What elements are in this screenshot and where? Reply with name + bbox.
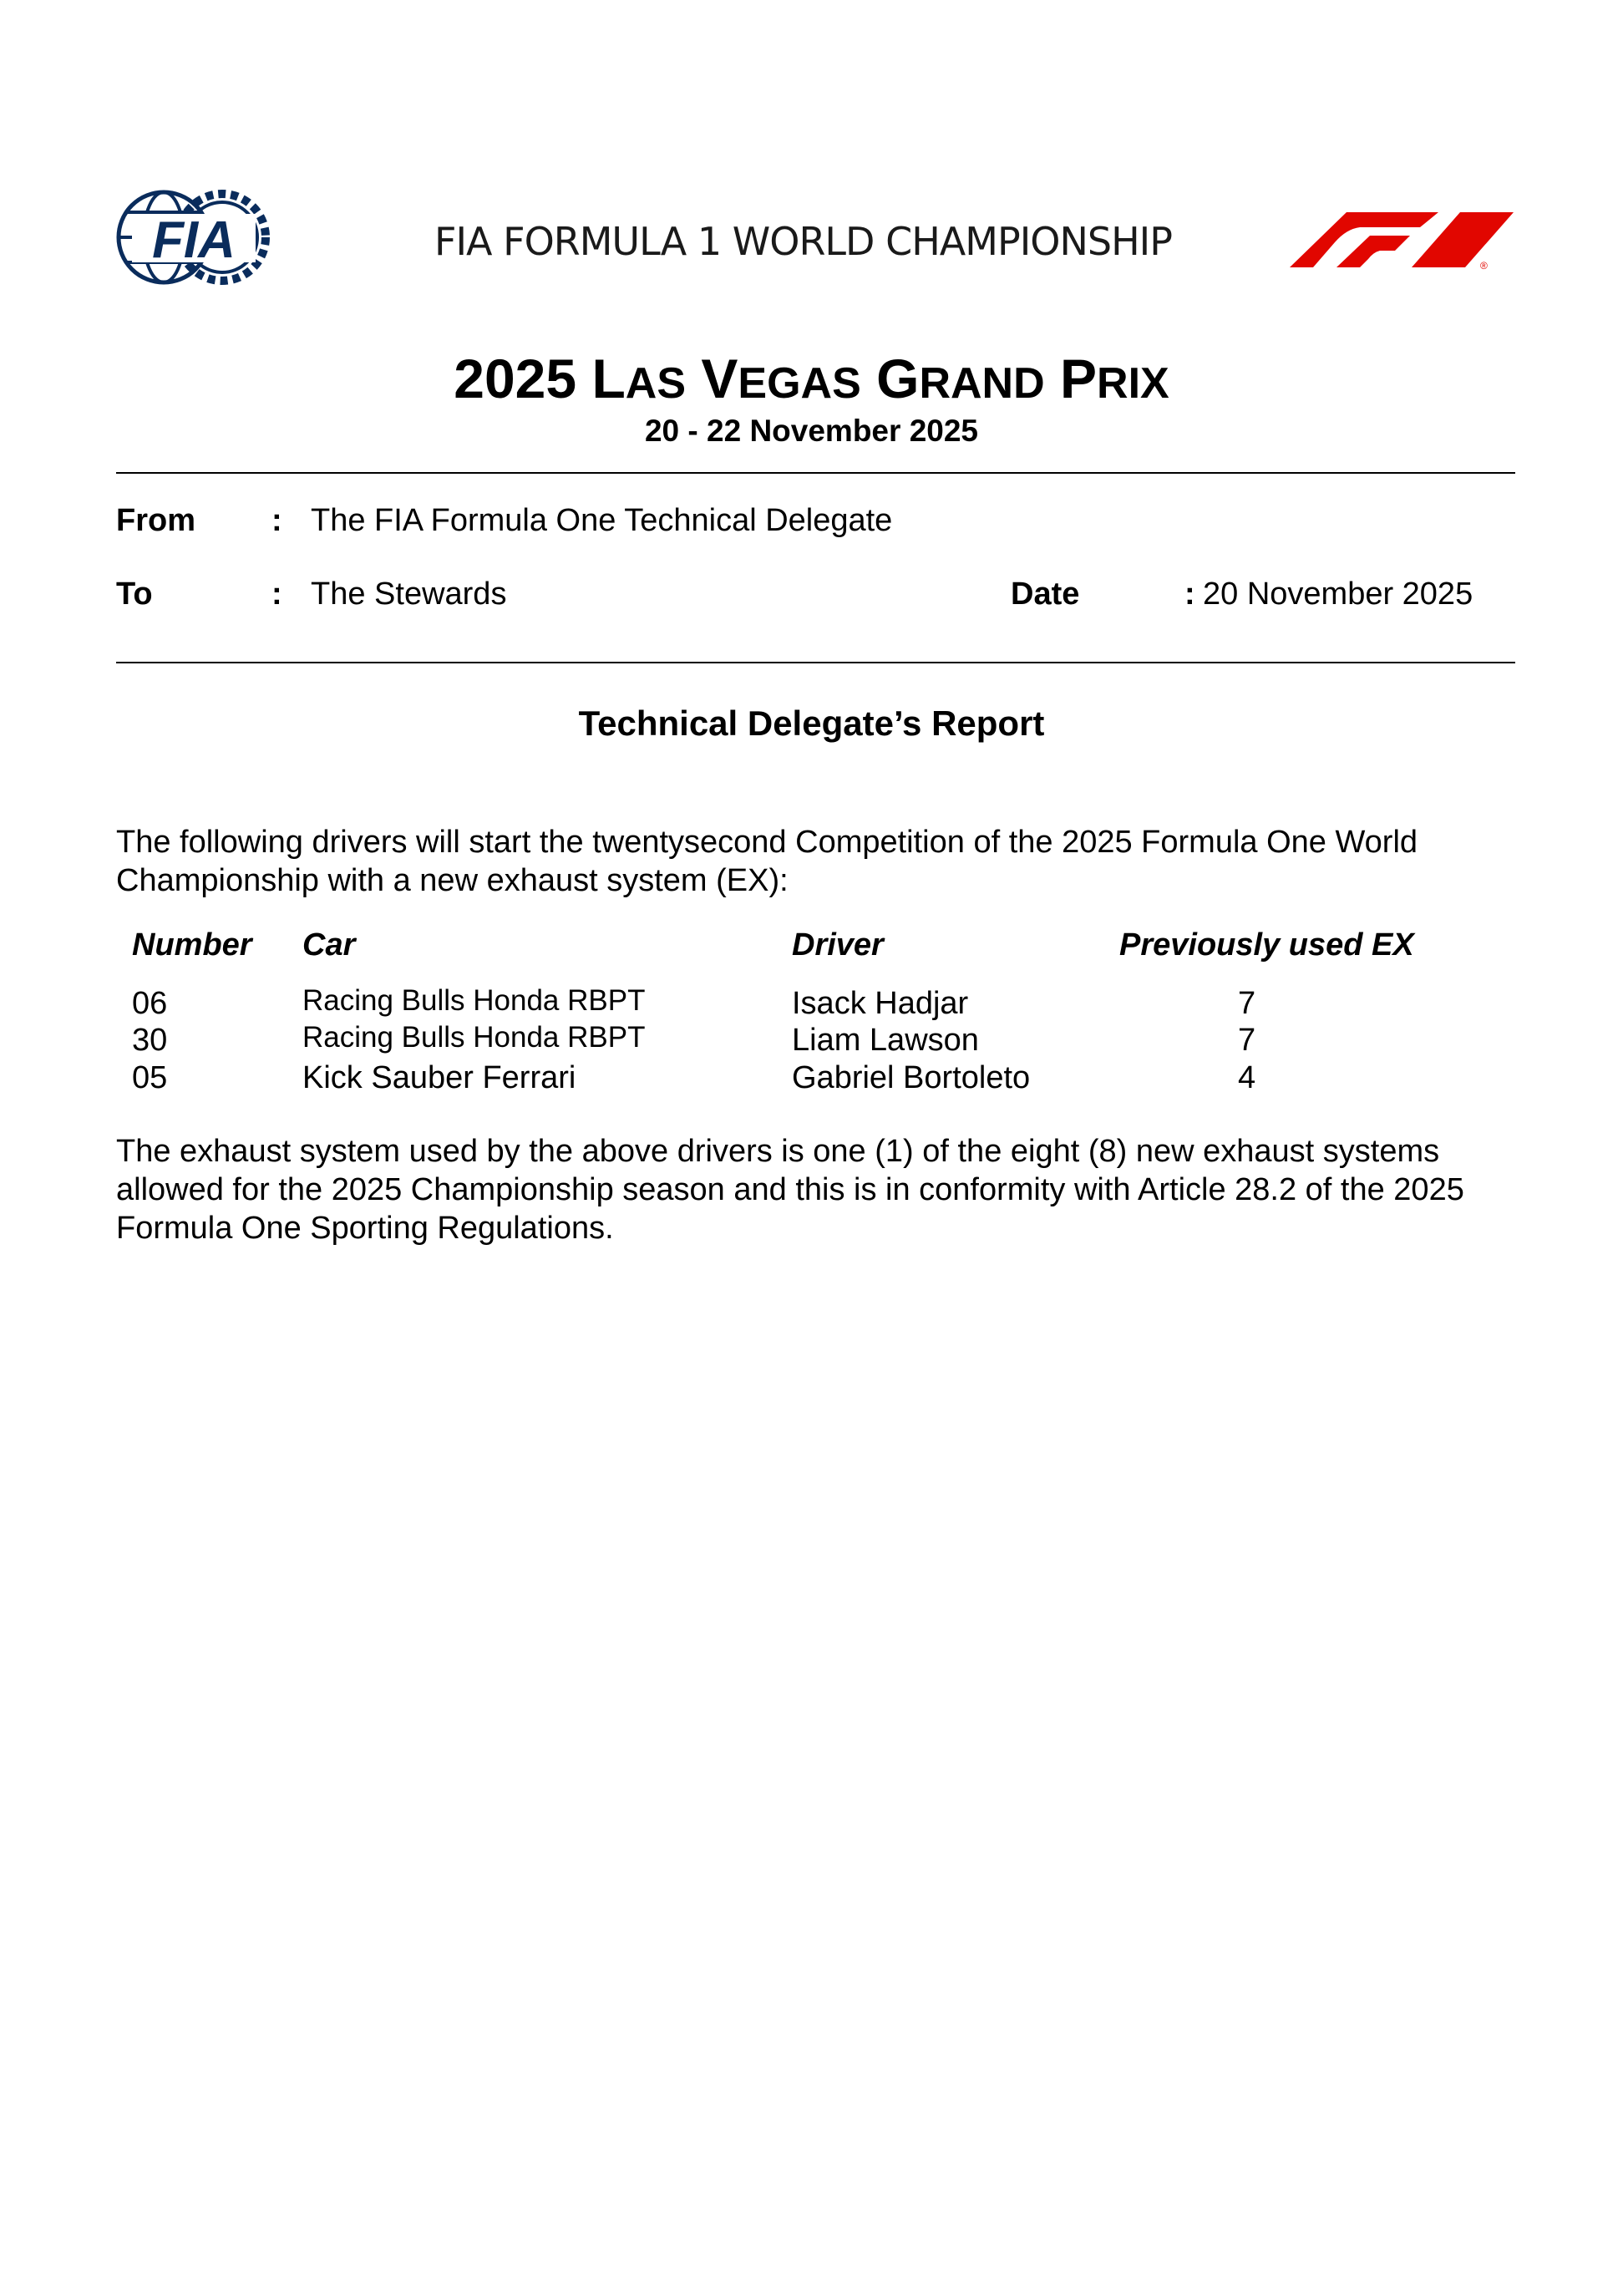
cell-number: 05	[132, 1060, 168, 1095]
to-separator: :	[271, 577, 282, 612]
date-value: 20 November 2025	[1203, 577, 1473, 612]
column-header-driver: Driver	[792, 927, 884, 963]
intro-paragraph: The following drivers will start the twentysecond Competition of the 2025 Formula One World Championship with a new exhaust system (EX):	[116, 825, 1418, 898]
cell-driver: Liam Lawson	[792, 1023, 979, 1058]
cell-car: Racing Bulls Honda RBPT	[302, 1021, 646, 1054]
cell-previous-ex: 7	[1238, 1023, 1256, 1058]
column-header-number: Number	[132, 927, 252, 963]
event-title	[0, 347, 1623, 410]
event-name-word: LAS	[591, 348, 687, 409]
cell-number: 30	[132, 1023, 168, 1058]
cell-car: Kick Sauber Ferrari	[302, 1060, 576, 1095]
column-header-car: Car	[302, 927, 356, 963]
event-name-word: PRIX	[1060, 348, 1169, 409]
event-dates: 20 - 22 November 2025	[644, 414, 978, 448]
fia-logo	[115, 185, 271, 291]
from-value: The FIA Formula One Technical Delegate	[311, 503, 893, 538]
divider-middle	[116, 662, 1515, 663]
event-name-word: GRAND	[876, 348, 1045, 409]
fia-logo-text: FIA	[152, 211, 236, 269]
cell-previous-ex: 7	[1238, 986, 1256, 1021]
cell-driver: Isack Hadjar	[792, 986, 969, 1021]
event-year: 2025	[454, 348, 577, 409]
event-name-word: VEGAS	[701, 348, 861, 409]
cell-car: Racing Bulls Honda RBPT	[302, 984, 646, 1017]
report-title: Technical Delegate’s Report	[578, 704, 1045, 743]
date-separator: :	[1184, 577, 1195, 612]
from-label: From	[116, 503, 195, 538]
from-separator: :	[271, 503, 282, 538]
cell-driver: Gabriel Bortoleto	[792, 1060, 1031, 1095]
f1-logo	[1288, 209, 1515, 271]
divider-top	[116, 472, 1515, 474]
cell-number: 06	[132, 986, 168, 1021]
registered-mark: ®	[1480, 260, 1488, 271]
to-value: The Stewards	[311, 577, 507, 612]
date-label: Date	[1011, 577, 1080, 612]
championship-title: FIA FORMULA 1 WORLD CHAMPIONSHIP	[434, 219, 1172, 264]
to-label: To	[116, 577, 153, 612]
column-header-previous-ex: Previously used EX	[1119, 927, 1414, 963]
cell-previous-ex: 4	[1238, 1060, 1256, 1095]
closing-paragraph: The exhaust system used by the above drivers is one (1) of the eight (8) new exhaust systems allowed for the 2025 Championship season and this is in conformity with Article 28.2 of the 2025 Formula One Sporting Regulations.	[116, 1134, 1464, 1246]
